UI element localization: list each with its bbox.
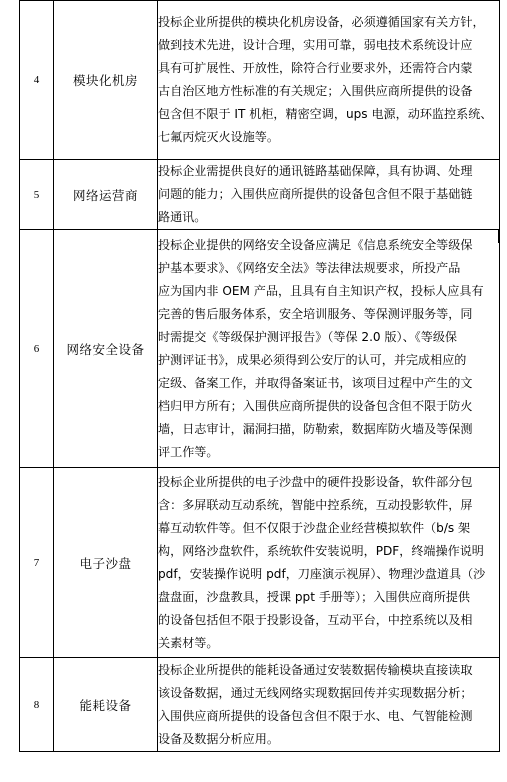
item-description: 投标企业所提供的能耗设备通过安装数据传输模块直接读取 该设备数据，通过无线网络实现数据回传并实现数据分析； 入围供应商所提供的设备包含但不限于水、电、气智能检测 设备及数据分析应用。 bbox=[158, 658, 500, 752]
row-number: 6 bbox=[20, 230, 54, 468]
table-row bbox=[20, 658, 500, 752]
text-cursor bbox=[498, 229, 499, 243]
table-row bbox=[20, 468, 500, 658]
table-row bbox=[20, 230, 500, 468]
requirements-table bbox=[19, 0, 500, 752]
item-description: 投标企业提供的网络安全设备应满足《信息系统安全等级保 护基本要求》、《网络安全法》等法律法规要求，所投产品 应为国内非 OEM 产品，且具有自主知识产权，投标人应具有 完善的售后服务体系，安全培训服务、等保测评服务等，同 时需提交《等级保护测评报告》（等保 2.0 版）、《等级保 护测评证书》，成果必须得到公安厅的认可，并完成相应的 定级、备案工作，并取得备案证书，该项目过程中产生的文 档归甲方所有；入围供应商所提供的设备包含但不限于防火 墙，日志审计，漏洞扫描，防勒索，数据库防火墙及等保测 评工作等。 bbox=[158, 230, 500, 468]
row-number: 4 bbox=[20, 1, 54, 160]
item-name: 电子沙盘 bbox=[54, 468, 158, 658]
item-description: 投标企业所提供的模块化机房设备，必须遵循国家有关方针， 做到技术先进，设计合理，实用可靠，弱电技术系统设计应 具有可扩展性、开放性，除符合行业要求外，还需符合内蒙 古自治区地方性标准的有关规定；入围供应商所提供的设备 包含但不限于 IT 机柜，精密空调，ups 电源，动环监控系统、 七氟丙烷灭火设施等。 bbox=[158, 1, 500, 160]
item-description: 投标企业需提供良好的通讯链路基础保障，具有协调、处理 问题的能力；入围供应商所提供的设备包含但不限于基础链 路通讯。 bbox=[158, 160, 500, 230]
row-number: 8 bbox=[20, 658, 54, 752]
item-name: 模块化机房 bbox=[54, 1, 158, 160]
table-row bbox=[20, 1, 500, 160]
row-number: 5 bbox=[20, 160, 54, 230]
item-name: 网络运营商 bbox=[54, 160, 158, 230]
item-description: 投标企业所提供的电子沙盘中的硬件投影设备，软件部分包 含：多屏联动互动系统，智能中控系统，互动投影软件，屏 幕互动软件等。但不仅限于沙盘企业经营模拟软件（b/s 架 构，网络沙盘软件，系统软件安装说明，PDF，终端操作说明 pdf，安装操作说明 pdf，刀座演示视屏）、物理沙盘道具（沙 盘盘面，沙盘教具，授课 ppt 手册等）；入围供应商所提供 的设备包括但不限于投影设备，互动平台，中控系统以及相 关素材等。 bbox=[158, 468, 500, 658]
item-name: 网络安全设备 bbox=[54, 230, 158, 468]
item-name: 能耗设备 bbox=[54, 658, 158, 752]
table-row bbox=[20, 160, 500, 230]
row-number: 7 bbox=[20, 468, 54, 658]
